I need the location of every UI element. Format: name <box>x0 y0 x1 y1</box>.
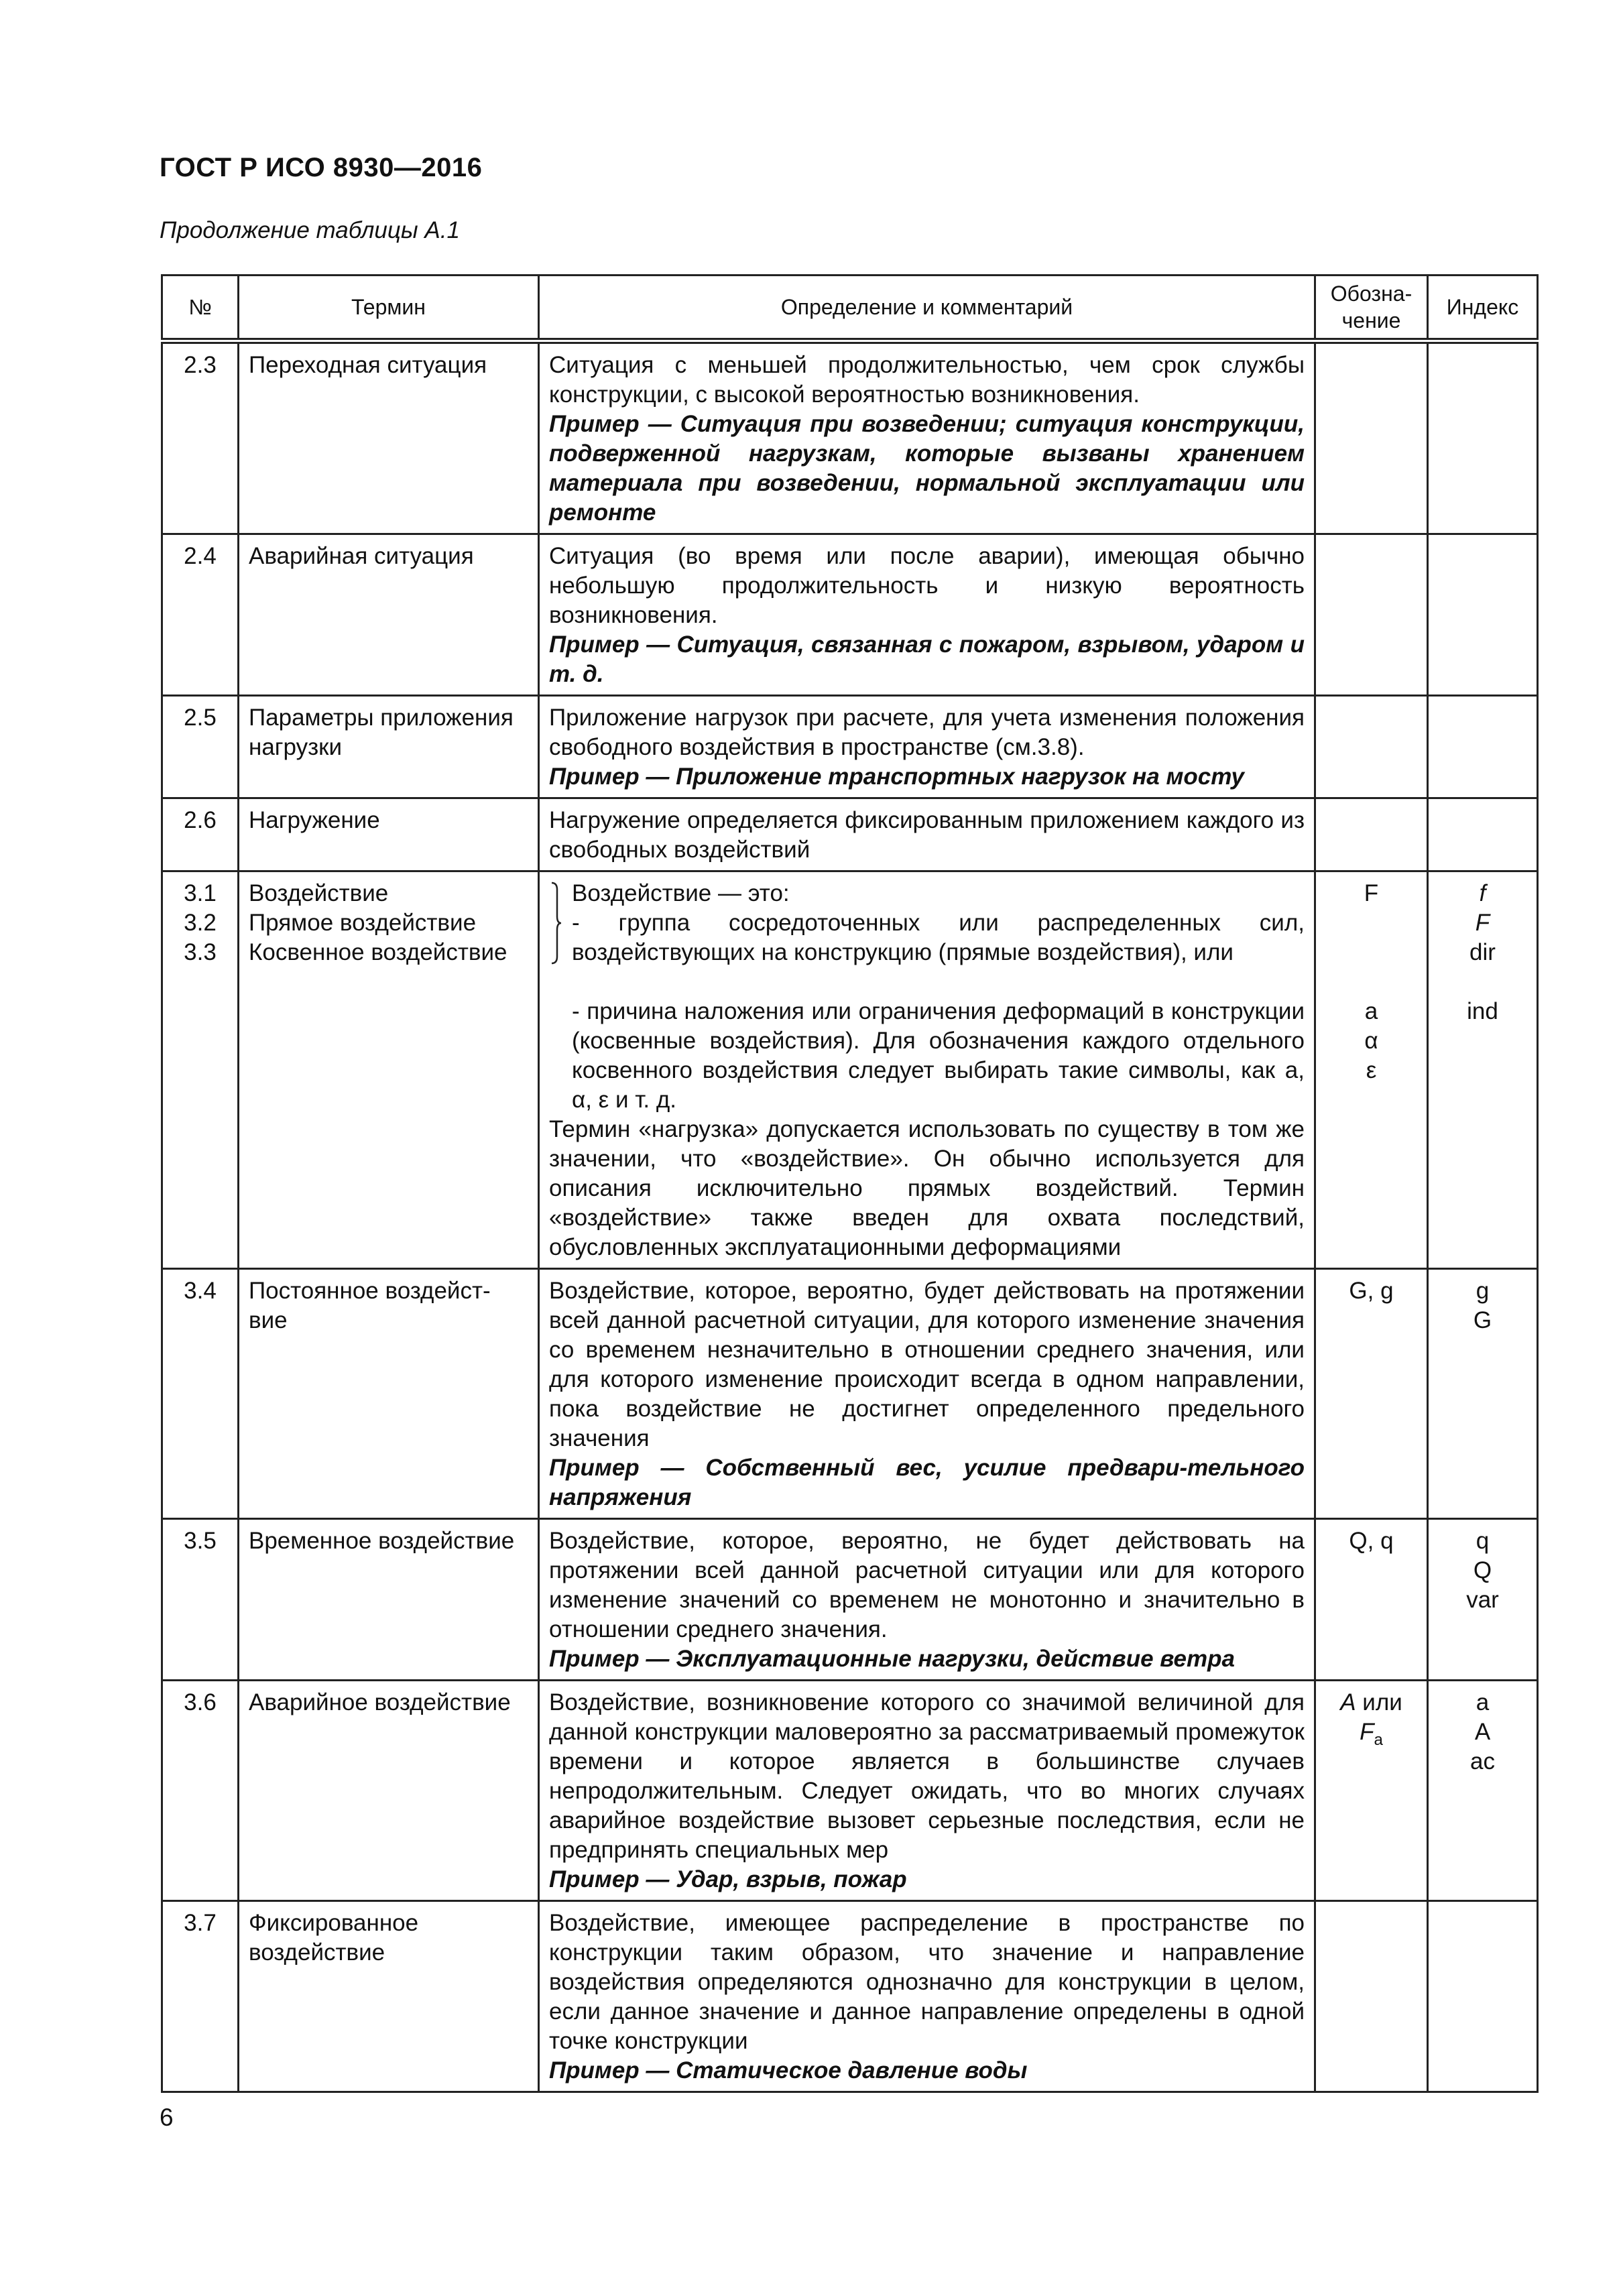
definition-item: - причина наложения или ограничения деформаций в конструкции (косвенные воздействия). Для обозначения каждого отдельного косвенного воздействия следует выбирать такие символы, как а, α, ε и т. д. <box>572 998 1305 1113</box>
row-number-line: 3.2 <box>184 910 217 936</box>
row-symbol <box>1315 1901 1428 2092</box>
symbol-line: ε <box>1366 1057 1377 1083</box>
definition-item: - группа сосредоточенных или распределенных сил, воздействующих на конструкцию (прямые воздействия), или <box>572 910 1305 965</box>
index-line: G <box>1473 1307 1492 1333</box>
table-row <box>162 696 1538 798</box>
index-line: ac <box>1470 1748 1495 1774</box>
row-definition <box>539 1519 1315 1681</box>
row-definition <box>539 1269 1315 1519</box>
row-term: Параметры приложения нагрузки <box>239 696 539 798</box>
symbol-line: F <box>1364 880 1379 906</box>
spacer <box>1325 908 1417 938</box>
row-index <box>1428 798 1538 871</box>
definition-example: Пример — Собственный вес, усилие предвари-тельного напряжения <box>549 1455 1305 1510</box>
table-header-row <box>162 276 1538 341</box>
row-index <box>1428 1681 1538 1901</box>
symbol-line: α <box>1364 1028 1378 1054</box>
row-term: Аварийная ситуация <box>239 534 539 696</box>
table-row <box>162 1901 1538 2092</box>
symbol-line <box>1325 1688 1417 1717</box>
row-index <box>1428 1901 1538 2092</box>
row-definition <box>539 1681 1315 1901</box>
row-number: 3.4 <box>162 1269 239 1519</box>
row-definition <box>539 871 1315 1269</box>
definition-example: Пример — Приложение транспортных нагрузок на мосту <box>549 764 1244 790</box>
row-term <box>239 871 539 1269</box>
row-index <box>1428 1519 1538 1681</box>
spacer <box>1325 938 1417 967</box>
spacer <box>1438 967 1527 997</box>
row-symbol <box>1315 798 1428 871</box>
definition-text: Ситуация с меньшей продолжительностью, чем срок службы конструкции, с высокой вероятностью возникновения. <box>549 352 1305 408</box>
page-number: 6 <box>160 2104 174 2131</box>
row-term: Временное воздействие <box>239 1519 539 1681</box>
row-number: 3.5 <box>162 1519 239 1681</box>
row-definition <box>539 696 1315 798</box>
index-line: g <box>1476 1278 1490 1304</box>
row-term: Фиксированное воздействие <box>239 1901 539 2092</box>
definition-brace-group <box>549 879 1305 967</box>
table-row <box>162 798 1538 871</box>
table-row <box>162 1681 1538 1901</box>
definition-example: Пример — Статическое давление воды <box>549 2057 1028 2083</box>
definition-text: Воздействие, которое, вероятно, будет действовать на протяжении всей данной расчетной ситуации, для которого изменение значения со временем незначительно в отношении среднего значения, или для которого изменение происходит всегда в одном направлении, пока воздействие не достигнет определенного предельного значения <box>549 1278 1305 1451</box>
index-line: Q <box>1473 1557 1492 1583</box>
row-index <box>1428 696 1538 798</box>
curly-brace-icon <box>549 882 562 965</box>
row-index <box>1428 341 1538 534</box>
row-term: Нагружение <box>239 798 539 871</box>
table-row <box>162 1519 1538 1681</box>
definition-example: Пример — Эксплуатационные нагрузки, действие ветра <box>549 1646 1235 1672</box>
row-term: Постоянное воздейст-вие <box>239 1269 539 1519</box>
symbol-main: A <box>1340 1689 1356 1715</box>
row-number-line: 3.3 <box>184 939 217 965</box>
row-symbol <box>1315 871 1428 1269</box>
definition-text: Воздействие, которое, вероятно, не будет действовать на протяжении всей данной расчетной ситуации или для которого изменение значений со временем не монотонно и значительно в отношении среднего значения. <box>549 1528 1305 1642</box>
row-symbol: Q, q <box>1315 1519 1428 1681</box>
index-line: ind <box>1467 998 1498 1024</box>
definition-text: Ситуация (во время или после аварии), имеющая обычно небольшую продолжительность и низкую вероятность возникновения. <box>549 543 1305 628</box>
row-term-line: Воздействие <box>249 880 389 906</box>
row-symbol <box>1315 696 1428 798</box>
definition-example: Пример — Ситуация при возведении; ситуация конструкции, подверженной нагрузкам, которые вызваны хранением материала при возведении, нормальной эксплуатации или ремонте <box>549 411 1305 526</box>
row-index <box>1428 534 1538 696</box>
row-symbol <box>1315 341 1428 534</box>
row-term: Аварийное воздействие <box>239 1681 539 1901</box>
row-term: Переходная ситуация <box>239 341 539 534</box>
definition-text: Воздействие, имеющее распределение в пространстве по конструкции таким образом, что значение и направление воздействия определяются однозначно для конструкции в целом, если данное значение и данное направление определены в одной точке конструкции <box>549 1910 1305 2054</box>
definition-example: Пример — Удар, взрыв, пожар <box>549 1866 907 1892</box>
symbol-line <box>1325 1717 1417 1747</box>
row-definition <box>539 798 1315 871</box>
definition-text: Нагружение определяется фиксированным приложением каждого из свободных воздействий <box>549 807 1305 863</box>
row-number: 2.3 <box>162 341 239 534</box>
row-number: 2.6 <box>162 798 239 871</box>
index-line: dir <box>1469 939 1496 965</box>
row-definition <box>539 534 1315 696</box>
definition-text: Приложение нагрузок при расчете, для учета изменения положения свободного воздействия в пространстве (см.3.8). <box>549 705 1305 760</box>
spacer <box>549 967 1305 997</box>
document-header: ГОСТ Р ИСО 8930—2016 <box>160 153 483 182</box>
symbol-or: или <box>1362 1689 1402 1715</box>
index-line: q <box>1476 1528 1490 1554</box>
column-header-term: Термин <box>239 276 539 341</box>
definition-text: Воздействие, возникновение которого со значимой величиной для данной конструкции маловероятно за рассматриваемый промежуток времени и которое является в большинстве случаев непродолжительным. Следует ожидать, что во многих случаях аварийное воздействие вызовет серьезные последствия, если не предпринять специальных мер <box>549 1689 1305 1863</box>
row-index <box>1428 1269 1538 1519</box>
row-term-line: Косвенное воздействие <box>249 939 507 965</box>
definition-text: Термин «нагрузка» допускается использовать по существу в том же значении, что «воздействие». Он обычно используется для описания исключительно прямых воздействий. Термин «воздействие» также введен для охвата последствий, обусловленных эксплуатационными деформациями <box>549 1116 1305 1260</box>
symbol-f: F <box>1360 1719 1374 1745</box>
definition-example: Пример — Ситуация, связанная с пожаром, взрывом, ударом и т. д. <box>549 631 1305 687</box>
index-line: a <box>1476 1689 1490 1715</box>
row-number-line: 3.1 <box>184 880 217 906</box>
table-row <box>162 534 1538 696</box>
spacer <box>1325 967 1417 997</box>
row-definition <box>539 1901 1315 2092</box>
column-header-index: Индекс <box>1428 276 1538 341</box>
index-line: f <box>1479 880 1486 906</box>
row-number: 3.7 <box>162 1901 239 2092</box>
index-line: var <box>1466 1587 1499 1613</box>
row-symbol <box>1315 534 1428 696</box>
column-header-symbol: Обозна-чение <box>1315 276 1428 341</box>
column-header-num: № <box>162 276 239 341</box>
definition-intro: Воздействие — это: <box>572 880 790 906</box>
index-line: A <box>1474 1719 1491 1745</box>
row-number: 2.4 <box>162 534 239 696</box>
column-header-definition: Определение и комментарий <box>539 276 1315 341</box>
row-term-line: Прямое воздействие <box>249 910 477 936</box>
row-index <box>1428 871 1538 1269</box>
table-row <box>162 871 1538 1269</box>
terms-table <box>161 274 1539 2093</box>
row-number <box>162 871 239 1269</box>
index-line: F <box>1475 910 1490 936</box>
row-number: 3.6 <box>162 1681 239 1901</box>
row-definition <box>539 341 1315 534</box>
symbol-line: a <box>1364 998 1378 1024</box>
symbol-subscript: a <box>1374 1731 1383 1749</box>
row-symbol: G, g <box>1315 1269 1428 1519</box>
table-row <box>162 1269 1538 1519</box>
row-number: 2.5 <box>162 696 239 798</box>
row-symbol <box>1315 1681 1428 1901</box>
table-caption: Продолжение таблицы А.1 <box>160 217 460 243</box>
table-row <box>162 341 1538 534</box>
